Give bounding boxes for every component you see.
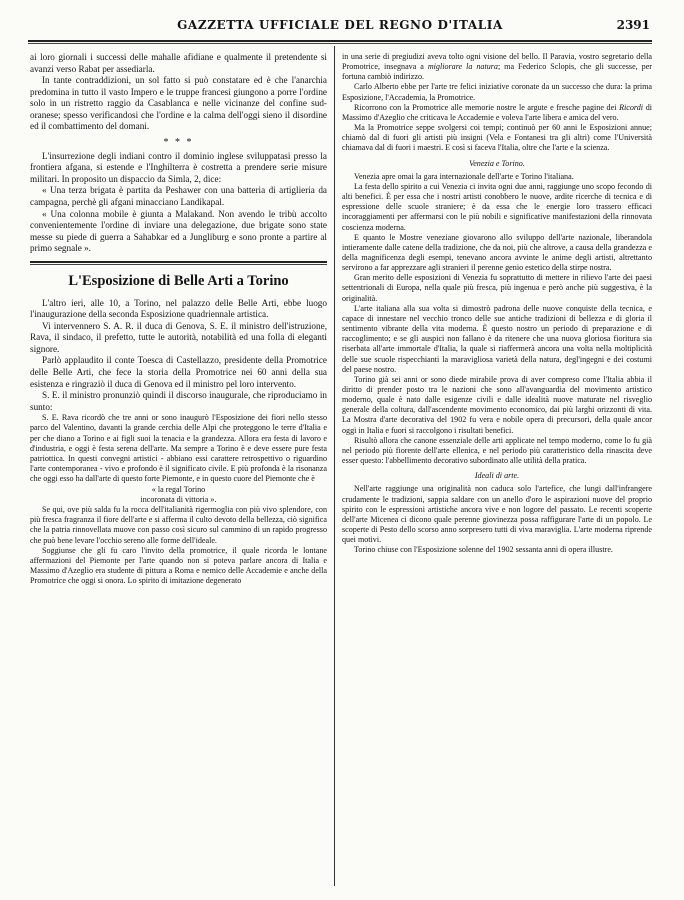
verse-line: « la regal Torino	[151, 484, 206, 494]
article-title: L'Esposizione di Belle Arti a Torino	[68, 272, 289, 289]
text-run: ; ma Federico Sclopis, che gli successe, per fortuna cambiò indirizzo.	[342, 62, 652, 82]
paragraph: Torino chiuse con l'Esposizione solenne del 1902 sessanta anni di opera illustre.	[354, 545, 613, 555]
paragraph	[342, 52, 652, 82]
header-rule	[28, 40, 652, 42]
paragraph: L'arte italiana alla sua volta si dimostrò padrona delle nuove conquiste della tecnica, e capace di innestare nel vecchio tronco delle sue antiche tradizioni di bellezza e di gloria il sentimento vibrante della vita moderna. È questo nostro un periodo di preparazione e di raccoglimento; e se gli auspici non fallano è da ritenere che una nuova gloriosa fioritura sia riserbata all'arte immortale d'Italia, la quale si riaffermerà ancora una volta nella moltiplicità delle sue scuole rispecchianti la maravigliosa varietà della natura, degl'ingegni e dei costumi del paese nostro.	[342, 303, 652, 374]
verse-line: incoronata di vittoria ».	[140, 494, 217, 504]
paragraph: Torino già sei anni or sono diede mirabile prova di aver compreso come l'Italia abbia il diritto di prender posto tra le nazioni che sono all'avanguardia del movimento artistico moderno, quale è nato dalle esigenze civili e dalle idealità nuove maturate nel risveglio generale della coltura, dall'ascendente movimento economico, dai più larghi orizzonti di vita. La Mostra d'arte decorativa del 1902 fu vera e nobile opera di precursori, della quale ancor oggi in Italia e fuori si raccolgono i risultati benefici.	[342, 374, 652, 435]
header-rule-thin	[28, 43, 652, 44]
column-divider	[334, 46, 335, 886]
paragraph: La festa dello spirito a cui Venezia ci invita ogni due anni, raggiunge uno scopo fecondo di alti benefici. È per essa che i nostri artisti conobbero le nuove, ardite ricerche di tecnica e di espressione delle scuole straniere; è da essa che le energie loro trassero efficaci incoraggiamenti per affermarsi con le più nobili e significative manifestazioni della rinnovata coscienza moderna.	[342, 181, 652, 232]
paragraph: S. E. il ministro pronunziò quindi il discorso inaugurale, che riproduciamo in sunto:	[30, 390, 327, 412]
italic-text: migliorare la natura	[427, 62, 498, 72]
paragraph: L'insurrezione degli indiani contro il dominio inglese sviluppatasi presso la frontiera afgana, si estende e l'Inghilterra è costretta a prendere serie misure militari. In proposito un dispaccio da Simla, 2, dice:	[30, 150, 327, 184]
page-header	[30, 17, 650, 39]
italic-text: Ricordi	[619, 102, 644, 112]
paragraph: Parlò applaudito il conte Toesca di Castellazzo, presidente della Promotrice delle Belle Arti, che fece la storia della Promotrice nei 60 anni della sua esistenza e ringraziò il duca di Genova ed il ministro pel loro intervento.	[30, 355, 327, 389]
article-rule-thin	[30, 264, 327, 265]
paragraph: Se qui, ove più salda fu la rocca dell'italianità rigermoglia con più vivo splendore, con più fresca fragranza il fiore dell'arte e si afferma il culto devoto della bellezza, ciò significa che la patria rinnovellata muove con passo così sicuro sul cammino di un rapido progresso che può bene levare l'occhio sereno alle forme dell'ideale.	[30, 505, 327, 545]
paragraph	[342, 103, 652, 123]
paragraph: In tante contraddizioni, un sol fatto si può constatare ed è che l'anarchia predomina in tutto il vasto Impero e le truppe francesi giungono a porre l'ordine solo in un ristretto raggio da Casablanca e nelle vicinanze del confine sud-oranese; spesso verificandosi che l'ordine e la calma dell'oggi sieno il disordine ed il combattimento del domani.	[30, 75, 327, 132]
paragraph: Nell'arte raggiunge una originalità non caduca solo l'artefice, che lungi dall'infrangere crudamente le tradizioni, sappia saldare con un anello d'oro le aspirazioni nuove del proprio spirito con le espressioni artistiche ancora vive e non logore del passato. Le recenti scoperte dell'arte Micenea ci dicono quale perenne giovinezza possa raffigurare l'arte di un popolo. Le scoperte di Pesto dello scorso anno sorpresero tutti di viva maraviglia. L'arte moderna riprende quei motivi.	[342, 484, 652, 545]
paragraph: Carlo Alberto ebbe per l'arte tre felici iniziative coronate da un successo che dura: la prima Esposizione, l'Accademia, la Promotrice.	[342, 82, 652, 102]
paragraph: E quanto le Mostre veneziane giovarono allo sviluppo dell'arte nazionale, liberandola intieramente dalle catene della tradizione, che da noi, più che altrove, a causa della grandezza e della magnificenza degli esempi, tenevano ancora avvinte le anime degli artisti, altrettanto servirono a far apprezzare agli stranieri il perenne genio estetico della stirpe nostra.	[342, 232, 652, 273]
section-subheading: Ideali di arte.	[474, 471, 520, 481]
paragraph: « Una terza brigata è partita da Peshawer con una batteria di artiglieria da campagna, perchè gli afgani minacciano Landikapal.	[30, 185, 327, 208]
paragraph: Vi intervennero S. A. R. il duca di Genova, S. E. il ministro dell'istruzione, Rava, il sindaco, il prefetto, tutte le autorità, notabilità ed una folla di eleganti signore.	[30, 320, 327, 354]
paragraph: L'altro ieri, alle 10, a Torino, nel palazzo delle Belle Arti, ebbe luogo l'inaugurazione della seconda Esposizione quadriennale artistica.	[30, 297, 327, 320]
text-run: in una serie di pregiudizi aveva tolto ogni visione del bello. Il Paravia, vostro segretario della Promotrice, insegnava a	[342, 52, 652, 72]
paragraph: Venezia apre omai la gara internazionale dell'arte e Torino l'italiana.	[354, 171, 574, 181]
left-column	[30, 52, 327, 587]
right-column	[342, 52, 652, 556]
paragraph: S. E. Rava ricordò che tre anni or sono inaugurò l'Esposizione dei fiori nello stesso parco del Valentino, davanti la grande cerchia delle Alpi che proteggono le terre d'Italia e per che diano a Torino e ai figli suoi la tenacia e la grandezza. Allora era festa di lavoro e d'industria, e oggi è festa serena dell'arte. Ma sempre a Torino è e deve essere pure festa patriottica. In questi convegni artistici - abbiano essi carattere retrospettivo o riguardino l'arte contemporanea - vivo e profondo è il significato civile. E più profonda è la risonanza che oggi esso ha dall'arte di questo forte Piemonte, e in questo cuore del Piemonte che è	[30, 413, 327, 484]
section-subheading: Venezia e Torino.	[469, 158, 525, 168]
newspaper-title: GAZZETTA UFFICIALE DEL REGNO D'ITALIA	[177, 18, 503, 32]
paragraph: « Una colonna mobile è giunta a Malakand. Non avendo le tribù accolto convenientemente l'ordine di inviare una delegazione, due brigate sono state messe su piede di guerra a Sahabkar ed a Jungliburg e sono pronte a partire al primo segnale ».	[30, 208, 327, 254]
article-rule	[30, 261, 327, 263]
page-number: 2391	[616, 18, 650, 32]
paragraph: Gran merito delle esposizioni di Venezia fu soprattutto di mettere in rilievo l'arte dei paesi settentrionali di Europa, nella quale più fresca, più ingenua e però anche più suggestiva, è la originalità.	[342, 273, 652, 303]
text-run: Ricorrono con la Promotrice alle memorie nostre le argute e fresche pagine dei	[354, 102, 620, 112]
paragraph: Soggiunse che gli fu caro l'invito della promotrice, il quale ricorda le lontane affermazioni del Piemonte per l'arte quando non si poteva parlare ancora di Italia e Massimo d'Azeglio era studente di pittura a Roma e nemico delle Accademie e anche della Promotrice che oggi si onora. Lo spirito di imitazione degenerato	[30, 545, 327, 586]
paragraph: Risultò allora che canone essenziale delle arti applicate nel tempo moderno, come lo fu già nel periodo più fiorente dell'arte ellenica, e nel periodo più caratteristico della rinascita deve esser questo: l'abbellimento decorativo subordinato alle utilità della pratica.	[342, 435, 652, 466]
paragraph: ai loro giornali i successi delle mahalle afidiane e qualmente il pretendente si avanzi verso Rabat per assediarla.	[30, 52, 327, 74]
paragraph: Ma la Promotrice seppe svolgersi coi tempi; continuò per 60 anni le Esposizioni annue; chiamò dal di fuori gli artisti più insigni (Vela e Fontanesi tra gli altri) come l'Università chiamava dal di fuori i maestri. E così si faceva l'Italia, oltre che l'arte e la scienza.	[342, 123, 652, 153]
text-run: di Massimo d'Azeglio che criticava le Accademie e voleva l'arte libera e amica del vero.	[342, 102, 652, 122]
section-stars: * * *	[163, 136, 194, 148]
